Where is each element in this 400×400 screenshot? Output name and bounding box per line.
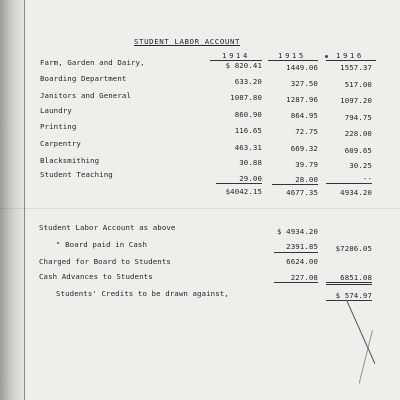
cell-1915: 72.75: [295, 127, 318, 136]
summary-label: Student Labor Account as above: [39, 223, 176, 232]
summary-amount: 227.08: [290, 273, 318, 282]
page-binding: [0, 0, 26, 400]
summary-rule: [274, 282, 318, 283]
row-label: Laundry: [40, 106, 72, 115]
cell-1916: 1557.37: [340, 63, 372, 72]
cell-1914: 30.88: [239, 158, 262, 167]
summary-total: $7286.05: [335, 244, 372, 253]
summary-total: $ 574.97: [335, 291, 372, 300]
cell-1914: 1087.80: [230, 93, 262, 102]
cell-1916: --: [362, 174, 372, 183]
row-label: Printing: [40, 122, 77, 131]
cell-1916: 609.65: [344, 146, 372, 155]
cell-1916: 228.00: [344, 129, 372, 138]
summary-label: " Board paid in Cash: [56, 240, 147, 249]
total-rule-1914: [216, 183, 262, 184]
cell-1914: 860.90: [234, 110, 262, 119]
cell-1914: 29.00: [239, 174, 262, 183]
cell-1916: 1097.20: [340, 96, 372, 105]
total-rule-1916: [326, 183, 372, 184]
total-rule-1915: [272, 184, 318, 185]
summary-amount: 2391.85: [286, 242, 318, 251]
paper-fold: [0, 208, 400, 209]
summary-total: 6851.08: [340, 273, 372, 282]
row-label: Farm, Garden and Dairy,: [40, 58, 145, 67]
cell-1915: 1449.06: [286, 63, 318, 72]
cell-1916: 517.00: [344, 80, 372, 89]
year-header-1: 1914: [222, 51, 250, 60]
year-header-3: 1916: [336, 51, 364, 60]
summary-label: Students' Credits to be drawn against,: [56, 289, 229, 298]
cell-1914: 633.20: [234, 77, 262, 86]
cell-1915: 28.00: [295, 175, 318, 184]
year-underline-3: [326, 60, 376, 61]
summary-double-rule: [326, 284, 372, 285]
cell-1915: 327.50: [290, 79, 318, 88]
binding-edge: [24, 0, 25, 400]
year-header-2: 1915: [278, 51, 306, 60]
cell-1914: 463.31: [234, 143, 262, 152]
cell-1915: 39.79: [295, 160, 318, 169]
summary-amount: $ 4934.20: [277, 227, 318, 236]
summary-label: Cash Advances to Students: [39, 272, 153, 281]
row-label: Blacksmithing: [40, 156, 100, 165]
cell-1914: 116.65: [234, 126, 262, 135]
total-1914: $4042.15: [225, 187, 262, 196]
total-1916: 4934.20: [340, 188, 372, 197]
summary-amount: 6624.00: [286, 257, 318, 266]
year-underline-2: [268, 60, 318, 61]
page-title: STUDENT LABOR ACCOUNT: [134, 37, 241, 46]
ink-dot: [325, 55, 328, 58]
summary-label: Charged for Board to Students: [39, 257, 171, 266]
row-label: Student Teaching: [40, 170, 113, 179]
row-label: Janitors and General: [40, 91, 131, 100]
cell-1916: 30.25: [349, 161, 372, 170]
cell-1914: $ 820.41: [225, 61, 262, 70]
row-label: Carpentry: [40, 139, 81, 148]
summary-rule: [326, 300, 372, 301]
cell-1915: 669.32: [290, 144, 318, 153]
cell-1916: 794.75: [344, 113, 372, 122]
cell-1915: 864.95: [290, 111, 318, 120]
summary-rule: [326, 282, 372, 283]
total-1915: 4677.35: [286, 188, 318, 197]
cell-1915: 1287.96: [286, 95, 318, 104]
row-label: Boarding Department: [40, 74, 127, 83]
